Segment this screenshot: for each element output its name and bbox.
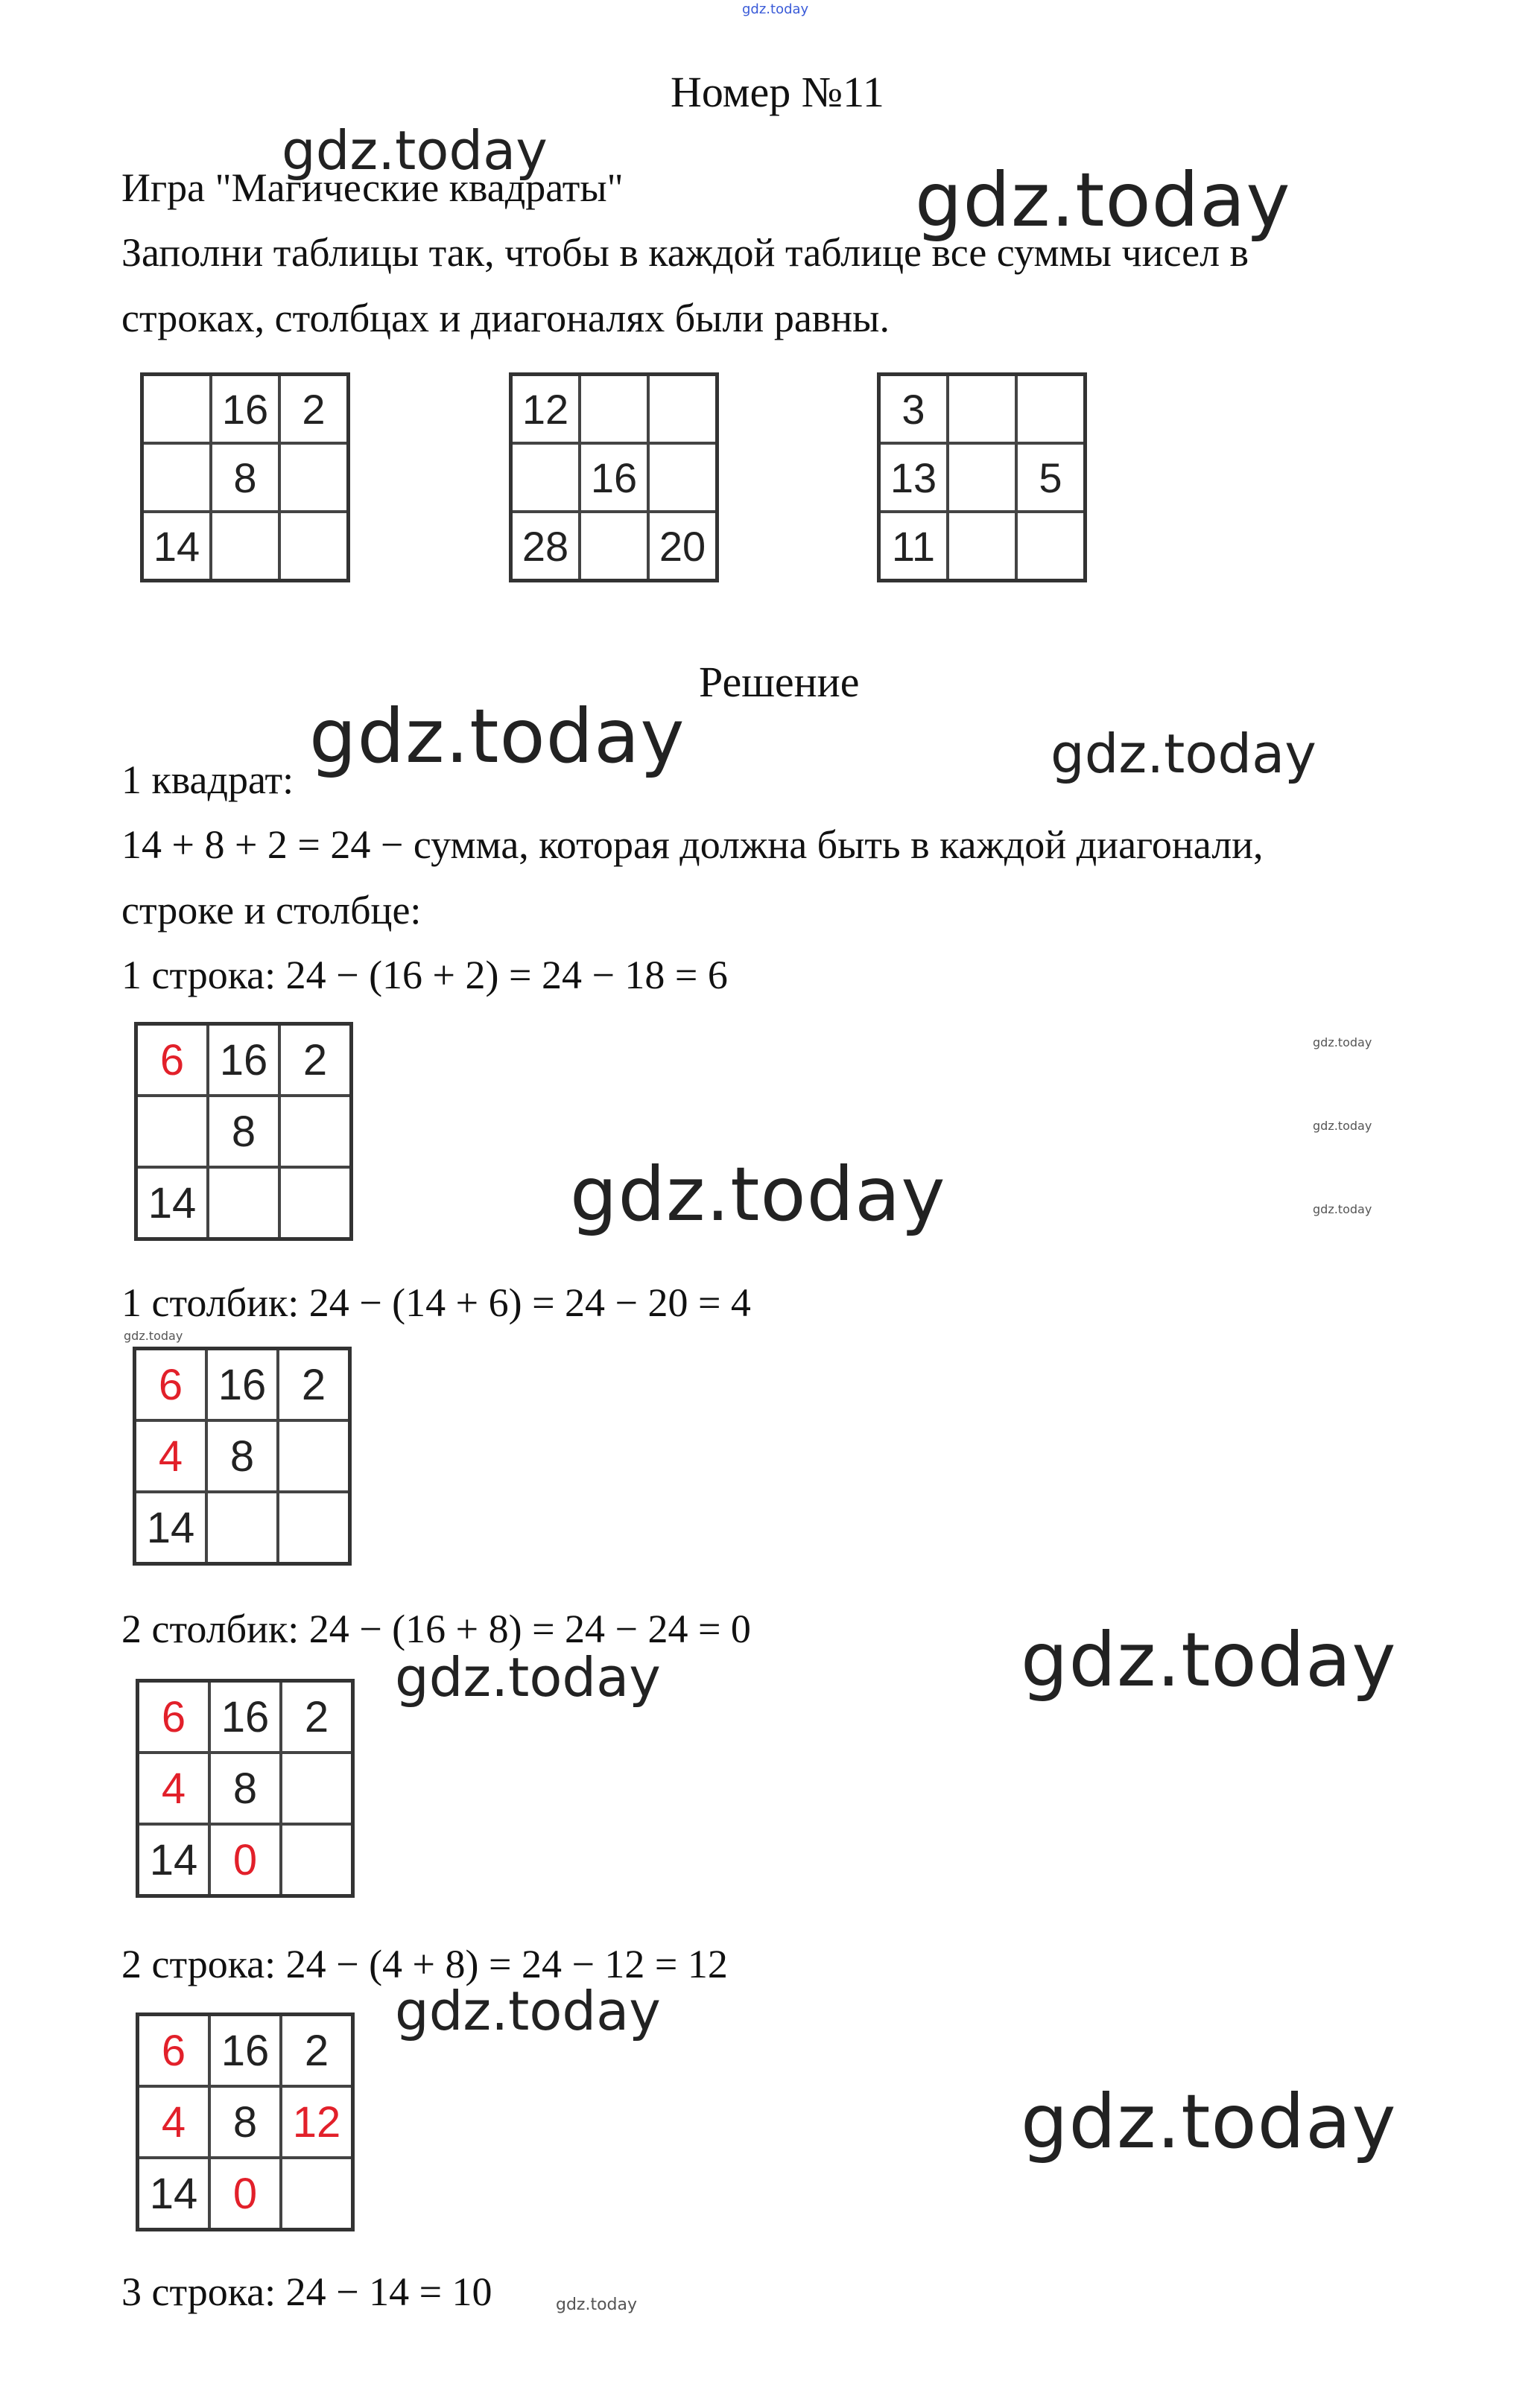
step-2-grid — [133, 1347, 352, 1566]
grid-cell — [279, 443, 349, 512]
solution-heading: Решение — [699, 658, 860, 706]
watermark: gdz.today — [1021, 2078, 1397, 2165]
grid-cell: 16 — [208, 1024, 279, 1096]
grid-cell: 2 — [281, 2015, 353, 2087]
grid-cell: 16 — [209, 1681, 281, 1753]
grid-cell: 16 — [580, 443, 648, 512]
step-3-text: 2 столбик: 24 − (16 + 8) = 24 − 24 = 0 — [121, 1607, 751, 1651]
puzzle-square-1 — [140, 372, 350, 582]
grid-cell — [1016, 512, 1086, 581]
grid-cell: 6 — [135, 1349, 207, 1421]
grid-cell — [948, 512, 1016, 581]
grid-cell — [136, 1096, 209, 1167]
grid-cell: 14 — [142, 512, 212, 581]
grid-cell — [279, 1167, 352, 1239]
grid-cell: 8 — [211, 443, 279, 512]
grid-cell: 16 — [211, 375, 279, 444]
grid-cell — [278, 1492, 350, 1564]
grid-cell: 4 — [138, 2086, 210, 2158]
grid-cell — [580, 375, 648, 444]
step-4-text: 2 строка: 24 − (4 + 8) = 24 − 12 = 12 — [121, 1942, 728, 1986]
task-game-name: Игра "Магические квадраты" — [121, 165, 624, 210]
grid-cell: 4 — [138, 1753, 210, 1824]
grid-cell — [948, 375, 1016, 444]
task-line-2: строках, столбцах и диагоналях были равны. — [121, 296, 890, 340]
grid-cell: 13 — [879, 443, 948, 512]
watermark: gdz.today — [915, 156, 1291, 244]
grid-cell — [1016, 375, 1086, 444]
watermark: gdz.today — [556, 2296, 638, 2314]
grid-cell: 8 — [209, 1753, 281, 1824]
grid-cell — [948, 443, 1016, 512]
grid-cell: 12 — [281, 2086, 353, 2158]
grid-cell: 16 — [206, 1349, 278, 1421]
top-watermark: gdz.today — [742, 1, 809, 17]
step-3-grid — [136, 1679, 355, 1898]
grid-cell — [278, 1420, 350, 1492]
grid-cell: 4 — [135, 1420, 207, 1492]
watermark: gdz.today — [1313, 1202, 1372, 1216]
watermark: gdz.today — [570, 1151, 946, 1238]
grid-cell — [648, 443, 717, 512]
grid-cell — [142, 443, 212, 512]
grid-cell: 6 — [136, 1024, 209, 1096]
grid-cell: 6 — [138, 2015, 210, 2087]
grid-cell: 6 — [138, 1681, 210, 1753]
grid-cell — [279, 1096, 352, 1167]
grid-cell: 2 — [281, 1681, 353, 1753]
grid-cell: 0 — [209, 1824, 281, 1896]
grid-cell — [211, 512, 279, 581]
watermark: gdz.today — [395, 1646, 661, 1709]
grid-cell — [279, 512, 349, 581]
grid-cell: 12 — [511, 375, 580, 444]
watermark: gdz.today — [309, 693, 685, 780]
grid-cell — [281, 1753, 353, 1824]
grid-cell: 11 — [879, 512, 948, 581]
grid-cell: 14 — [138, 1824, 210, 1896]
watermark: gdz.today — [1051, 722, 1316, 785]
page-title: Номер №11 — [671, 68, 884, 116]
watermark: gdz.today — [1313, 1119, 1372, 1133]
grid-cell — [511, 443, 580, 512]
grid-cell: 0 — [209, 2158, 281, 2230]
grid-cell — [206, 1492, 278, 1564]
square-1-label: 1 квадрат: — [121, 757, 294, 802]
puzzle-square-2 — [509, 372, 719, 582]
grid-cell: 14 — [135, 1492, 207, 1564]
grid-cell: 3 — [879, 375, 948, 444]
grid-cell — [281, 1824, 353, 1896]
grid-cell: 2 — [279, 1024, 352, 1096]
grid-cell: 14 — [138, 2158, 210, 2230]
step-1-grid — [134, 1022, 353, 1241]
sum-line-1: 14 + 8 + 2 = 24 − сумма, которая должна быть в каждой диагонали, — [121, 822, 1264, 867]
grid-cell: 2 — [278, 1349, 350, 1421]
watermark: gdz.today — [1313, 1035, 1372, 1049]
grid-cell: 8 — [208, 1096, 279, 1167]
grid-cell: 8 — [206, 1420, 278, 1492]
grid-cell: 20 — [648, 512, 717, 581]
puzzle-square-3 — [877, 372, 1087, 582]
step-4-grid — [136, 2013, 355, 2231]
step-1-text: 1 строка: 24 − (16 + 2) = 24 − 18 = 6 — [121, 953, 728, 997]
watermark: gdz.today — [124, 1329, 183, 1343]
step-5-text: 3 строка: 24 − 14 = 10 — [121, 2269, 492, 2314]
grid-cell: 8 — [209, 2086, 281, 2158]
task-line-1: Заполни таблицы так, чтобы в каждой таблице все суммы чисел в — [121, 230, 1249, 275]
grid-cell — [281, 2158, 353, 2230]
grid-cell: 14 — [136, 1167, 209, 1239]
grid-cell: 16 — [209, 2015, 281, 2087]
watermark: gdz.today — [1021, 1616, 1397, 1703]
sum-line-2: строке и столбце: — [121, 888, 422, 933]
grid-cell — [142, 375, 212, 444]
grid-cell — [648, 375, 717, 444]
grid-cell — [580, 512, 648, 581]
grid-cell: 2 — [279, 375, 349, 444]
watermark: gdz.today — [282, 119, 548, 182]
grid-cell: 28 — [511, 512, 580, 581]
step-2-text: 1 столбик: 24 − (14 + 6) = 24 − 20 = 4 — [121, 1280, 751, 1325]
grid-cell — [208, 1167, 279, 1239]
watermark: gdz.today — [395, 1980, 661, 2042]
grid-cell: 5 — [1016, 443, 1086, 512]
